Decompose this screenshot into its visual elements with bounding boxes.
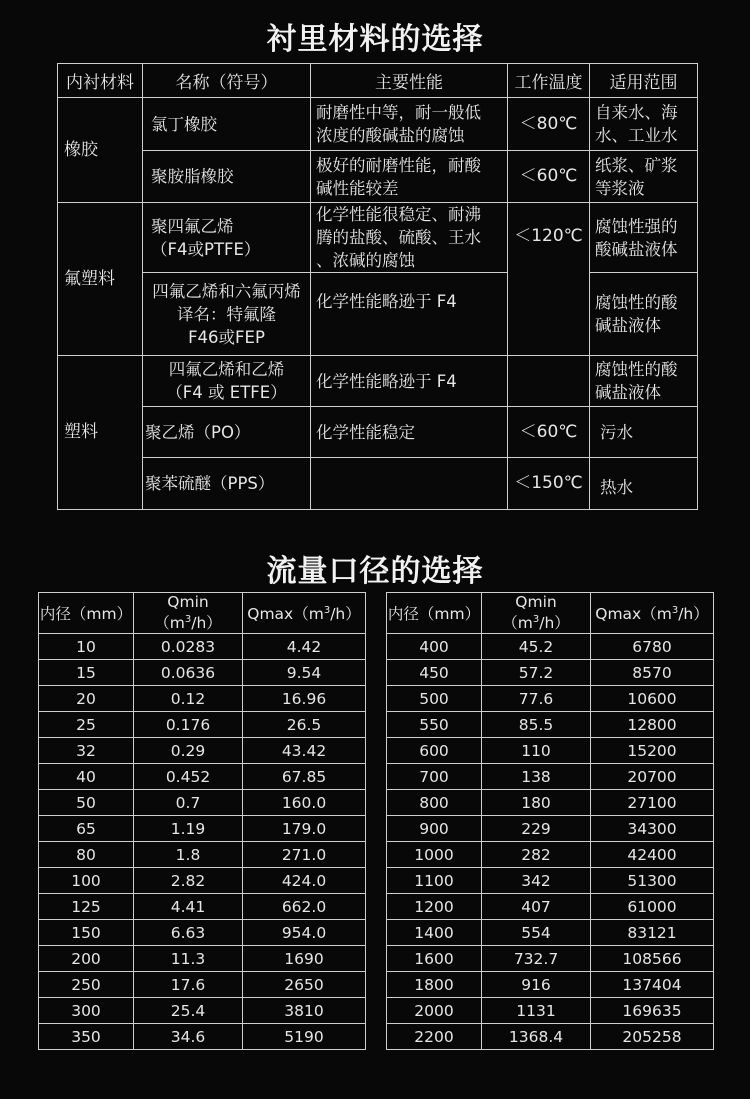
qmin-cell: 229 — [482, 816, 591, 842]
qmax-cell: 27100 — [591, 790, 714, 816]
flow-row — [39, 686, 366, 712]
flow-row — [387, 660, 714, 686]
diameter-cell: 32 — [39, 738, 134, 764]
flow-row — [39, 634, 366, 660]
qmax-cell: 4.42 — [243, 634, 366, 660]
material-application: 自来水、海 水、工业水 — [590, 98, 698, 151]
diameter-cell: 25 — [39, 712, 134, 738]
diameter-cell: 1200 — [387, 894, 482, 920]
material-name: 四氟乙烯和六氟丙烯 译名：特氟隆 F46或FEP — [143, 273, 311, 356]
material-application: 热水 — [590, 458, 698, 510]
flow-row — [387, 946, 714, 972]
header-lining-material: 内衬材料 — [58, 64, 143, 98]
flow-row — [39, 764, 366, 790]
qmin-cell: 2.82 — [134, 868, 243, 894]
qmax-cell: 6780 — [591, 634, 714, 660]
lining-row — [58, 151, 698, 203]
diameter-cell: 20 — [39, 686, 134, 712]
flow-row — [39, 816, 366, 842]
diameter-cell: 500 — [387, 686, 482, 712]
qmax-cell: 108566 — [591, 946, 714, 972]
flow-row — [39, 660, 366, 686]
flow-row — [387, 686, 714, 712]
qmax-cell: 51300 — [591, 868, 714, 894]
flow-row — [39, 790, 366, 816]
qmin-cell: 17.6 — [134, 972, 243, 998]
flow-row — [39, 972, 366, 998]
header-qmax: $Qmax(m^3/h)$ — [243, 593, 366, 634]
qmax-cell: 83121 — [591, 920, 714, 946]
material-name: 聚胺脂橡胶 — [143, 151, 311, 203]
header-work-temperature: 工作温度 — [508, 64, 590, 98]
qmax-cell: 954.0 — [243, 920, 366, 946]
material-temp — [508, 356, 590, 407]
qmax-cell: 16.96 — [243, 686, 366, 712]
header-qmin: $Qmin(m^3/h)$ — [134, 593, 243, 634]
lining-header-row — [58, 64, 698, 98]
diameter-cell: 80 — [39, 842, 134, 868]
material-temp: ＜150℃ — [508, 458, 590, 510]
material-application: 腐蚀性的酸 碱盐液体 — [590, 356, 698, 407]
flow-row — [39, 712, 366, 738]
material-property: 化学性能略逊于 F4 — [311, 356, 508, 407]
qmax-cell: 271.0 — [243, 842, 366, 868]
flow-row — [39, 998, 366, 1024]
material-property: 极好的耐磨性能，耐酸 碱性能较差 — [311, 151, 508, 203]
qmin-cell: 0.29 — [134, 738, 243, 764]
qmin-cell: 34.6 — [134, 1024, 243, 1050]
qmax-cell: 9.54 — [243, 660, 366, 686]
qmin-cell: 138 — [482, 764, 591, 790]
material-name: 氯丁橡胶 — [143, 98, 311, 151]
diameter-cell: 40 — [39, 764, 134, 790]
lining-row — [58, 203, 698, 273]
material-name: 四氟乙烯和乙烯 （F4 或 ETFE） — [143, 356, 311, 407]
flow-row — [39, 842, 366, 868]
flow-row — [387, 1024, 714, 1050]
header-diameter: 内径（mm） — [387, 593, 482, 634]
header-qmax: $Qmax(m^3/h)$ — [591, 593, 714, 634]
category-fluoroplastic: 氟塑料 — [58, 203, 143, 356]
flow-row — [387, 764, 714, 790]
material-application: 纸浆、矿浆 等浆液 — [590, 151, 698, 203]
diameter-cell: 1800 — [387, 972, 482, 998]
qmax-cell: 10600 — [591, 686, 714, 712]
material-property: 耐磨性中等，耐一般低 浓度的酸碱盐的腐蚀 — [311, 98, 508, 151]
material-temp: ＜80℃ — [508, 98, 590, 151]
lining-row — [58, 273, 698, 356]
qmax-cell: 26.5 — [243, 712, 366, 738]
qmin-cell: 110 — [482, 738, 591, 764]
qmax-cell: 2650 — [243, 972, 366, 998]
diameter-cell: 1400 — [387, 920, 482, 946]
qmin-cell: 1.19 — [134, 816, 243, 842]
material-property: 化学性能很稳定、耐沸 腾的盐酸、硫酸、王水 、浓碱的腐蚀 — [311, 203, 508, 273]
diameter-cell: 900 — [387, 816, 482, 842]
qmax-cell: 1690 — [243, 946, 366, 972]
material-temp: ＜120℃ — [508, 203, 590, 356]
qmin-cell: 282 — [482, 842, 591, 868]
header-name-symbol: 名称（符号） — [143, 64, 311, 98]
qmin-cell: 0.0636 — [134, 660, 243, 686]
material-name: 聚乙烯（PO） — [143, 407, 311, 458]
diameter-cell: 550 — [387, 712, 482, 738]
flow-row — [39, 946, 366, 972]
qmax-cell: 662.0 — [243, 894, 366, 920]
flow-row — [387, 868, 714, 894]
qmin-cell: 25.4 — [134, 998, 243, 1024]
lining-section-title: 衬里材料的选择 — [266, 22, 484, 57]
lining-row — [58, 356, 698, 407]
qmin-cell: 45.2 — [482, 634, 591, 660]
flow-row — [387, 738, 714, 764]
flow-row — [39, 894, 366, 920]
material-temp: ＜60℃ — [508, 407, 590, 458]
flow-row — [39, 920, 366, 946]
qmax-cell: 61000 — [591, 894, 714, 920]
material-application: 腐蚀性的酸 碱盐液体 — [590, 273, 698, 356]
qmin-cell: 0.12 — [134, 686, 243, 712]
diameter-cell: 400 — [387, 634, 482, 660]
flow-row — [387, 634, 714, 660]
qmin-cell: 407 — [482, 894, 591, 920]
flow-table-left — [38, 592, 366, 1050]
lining-row — [58, 407, 698, 458]
flow-header-row — [387, 593, 714, 634]
flow-header-row — [39, 593, 366, 634]
diameter-cell: 125 — [39, 894, 134, 920]
flow-row — [387, 894, 714, 920]
qmax-cell: 137404 — [591, 972, 714, 998]
flow-section-title: 流量口径的选择 — [266, 554, 484, 589]
category-plastic: 塑料 — [58, 356, 143, 510]
material-property: 化学性能略逊于 F4 — [311, 273, 508, 356]
qmin-cell: 0.7 — [134, 790, 243, 816]
diameter-cell: 150 — [39, 920, 134, 946]
qmax-cell: 169635 — [591, 998, 714, 1024]
qmax-cell: 43.42 — [243, 738, 366, 764]
qmax-cell: 5190 — [243, 1024, 366, 1050]
flow-row — [387, 842, 714, 868]
diameter-cell: 50 — [39, 790, 134, 816]
flow-table-right — [386, 592, 714, 1050]
qmin-cell: 85.5 — [482, 712, 591, 738]
qmin-cell: 554 — [482, 920, 591, 946]
diameter-cell: 2000 — [387, 998, 482, 1024]
diameter-cell: 1100 — [387, 868, 482, 894]
qmin-cell: 11.3 — [134, 946, 243, 972]
flow-row — [39, 1024, 366, 1050]
qmax-cell: 179.0 — [243, 816, 366, 842]
flow-row — [39, 738, 366, 764]
lining-row — [58, 458, 698, 510]
qmin-cell: 4.41 — [134, 894, 243, 920]
diameter-cell: 250 — [39, 972, 134, 998]
header-main-property: 主要性能 — [311, 64, 508, 98]
qmax-cell: 34300 — [591, 816, 714, 842]
diameter-cell: 100 — [39, 868, 134, 894]
qmax-cell: 67.85 — [243, 764, 366, 790]
diameter-cell: 10 — [39, 634, 134, 660]
qmin-cell: 0.452 — [134, 764, 243, 790]
qmin-cell: 0.176 — [134, 712, 243, 738]
qmin-cell: 77.6 — [482, 686, 591, 712]
material-property — [311, 458, 508, 510]
flow-row — [39, 868, 366, 894]
qmax-cell: 42400 — [591, 842, 714, 868]
diameter-cell: 1000 — [387, 842, 482, 868]
qmin-cell: 57.2 — [482, 660, 591, 686]
material-temp: ＜60℃ — [508, 151, 590, 203]
flow-row — [387, 972, 714, 998]
diameter-cell: 600 — [387, 738, 482, 764]
flow-row — [387, 816, 714, 842]
qmin-cell: 0.0283 — [134, 634, 243, 660]
qmax-cell: 20700 — [591, 764, 714, 790]
category-rubber: 橡胶 — [58, 98, 143, 203]
qmin-cell: 1.8 — [134, 842, 243, 868]
qmax-cell: 15200 — [591, 738, 714, 764]
flow-row — [387, 998, 714, 1024]
header-application: 适用范围 — [590, 64, 698, 98]
qmax-cell: 160.0 — [243, 790, 366, 816]
diameter-cell: 1600 — [387, 946, 482, 972]
qmax-cell: 8570 — [591, 660, 714, 686]
qmin-cell: 916 — [482, 972, 591, 998]
qmax-cell: 205258 — [591, 1024, 714, 1050]
flow-row — [387, 920, 714, 946]
qmin-cell: 180 — [482, 790, 591, 816]
diameter-cell: 350 — [39, 1024, 134, 1050]
diameter-cell: 450 — [387, 660, 482, 686]
qmin-cell: 6.63 — [134, 920, 243, 946]
flow-row — [387, 712, 714, 738]
flow-row — [387, 790, 714, 816]
diameter-cell: 65 — [39, 816, 134, 842]
diameter-cell: 200 — [39, 946, 134, 972]
lining-material-table — [57, 63, 698, 510]
material-name: 聚四氟乙烯 （F4或PTFE） — [143, 203, 311, 273]
diameter-cell: 300 — [39, 998, 134, 1024]
lining-row — [58, 98, 698, 151]
qmin-cell: 1368.4 — [482, 1024, 591, 1050]
diameter-cell: 700 — [387, 764, 482, 790]
material-property: 化学性能稳定 — [311, 407, 508, 458]
qmax-cell: 3810 — [243, 998, 366, 1024]
header-qmin: $Qmin(m^3/h)$ — [482, 593, 591, 634]
diameter-cell: 800 — [387, 790, 482, 816]
material-application: 腐蚀性强的 酸碱盐液体 — [590, 203, 698, 273]
material-application: 污水 — [590, 407, 698, 458]
qmax-cell: 424.0 — [243, 868, 366, 894]
qmin-cell: 342 — [482, 868, 591, 894]
qmin-cell: 1131 — [482, 998, 591, 1024]
qmax-cell: 12800 — [591, 712, 714, 738]
material-name: 聚苯硫醚（PPS） — [143, 458, 311, 510]
header-diameter: 内径（mm） — [39, 593, 134, 634]
diameter-cell: 15 — [39, 660, 134, 686]
qmin-cell: 732.7 — [482, 946, 591, 972]
diameter-cell: 2200 — [387, 1024, 482, 1050]
